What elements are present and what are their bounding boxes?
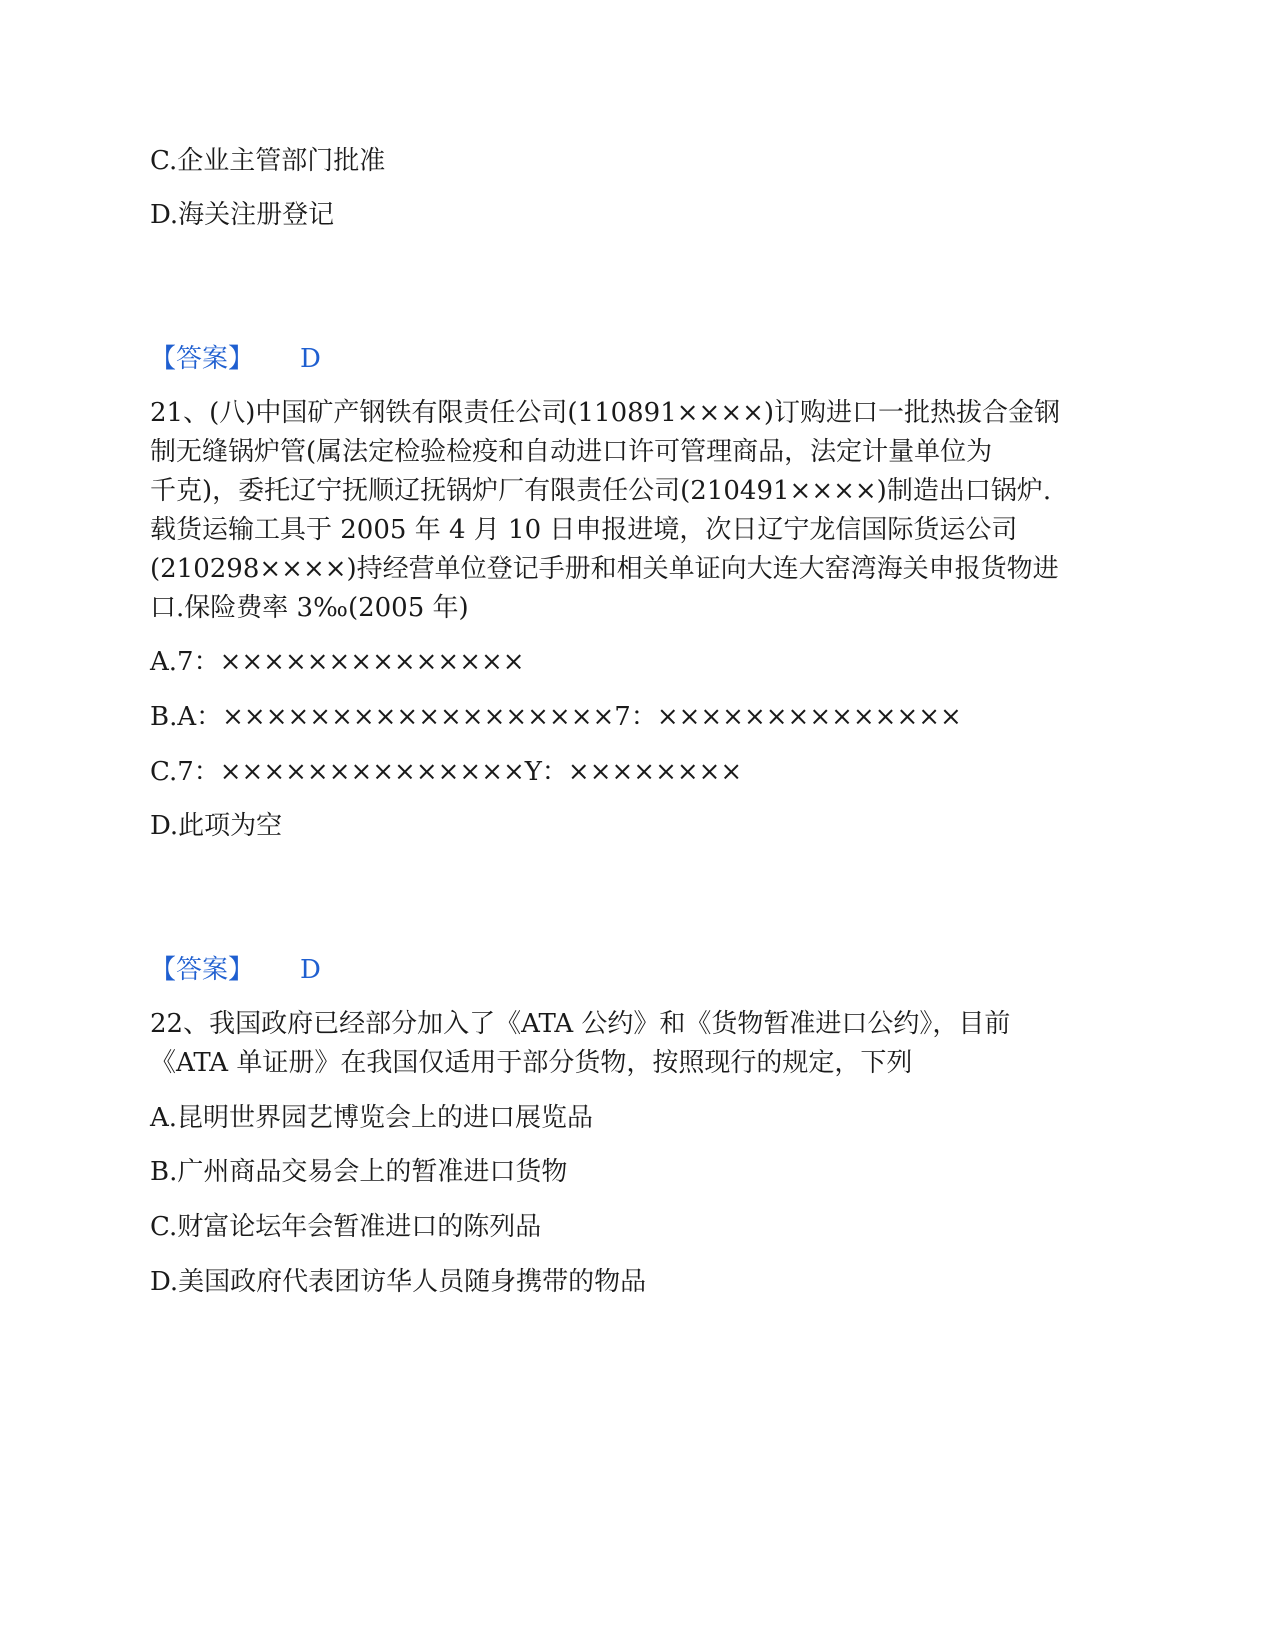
prev-option-d: D.海关注册登记	[150, 200, 335, 230]
prev-answer	[150, 344, 321, 374]
question-22-stem	[150, 1005, 1125, 1083]
question-22-option-b: B.广州商品交易会上的暂准进口货物	[150, 1157, 568, 1187]
question-21-option-b: B.A：××××××××××××××××××7：××××××××××××××	[150, 702, 962, 732]
question-21-option-a: A.7：××××××××××××××	[150, 647, 525, 677]
question-21-line: 千克)，委托辽宁抚顺辽抚锅炉厂有限责任公司(210491××××)制造出口锅炉.	[150, 476, 1052, 506]
question-21-line: 口.保险费率 3‰(2005 年)	[150, 593, 469, 623]
question-22-line: 《ATA 单证册》在我国仅适用于部分货物，按照现行的规定，下列	[150, 1048, 913, 1078]
question-21-option-d: D.此项为空	[150, 811, 283, 841]
question-21-option-c: C.7：××××××××××××××Y：××××××××	[150, 757, 743, 787]
question-22-option-c: C.财富论坛年会暂准进口的陈列品	[150, 1212, 542, 1242]
question-21-answer	[150, 955, 321, 985]
question-21-line: 制无缝锅炉管(属法定检验检疫和自动进口许可管理商品，法定计量单位为	[150, 437, 993, 467]
question-22-line: 22、我国政府已经部分加入了《ATA 公约》和《货物暂准进口公约》，目前	[150, 1009, 1011, 1039]
answer-value: D	[300, 344, 321, 374]
question-22-option-a: A.昆明世界园艺博览会上的进口展览品	[150, 1103, 594, 1133]
question-21-line: 载货运输工具于 2005 年 4 月 10 日申报进境，次日辽宁龙信国际货运公司	[150, 515, 1018, 545]
answer-value: D	[300, 955, 321, 985]
question-21-line: (210298××××)持经营单位登记手册和相关单证向大连大窑湾海关申报货物进	[150, 554, 1059, 584]
answer-label: 【答案】	[150, 344, 255, 374]
prev-option-c: C.企业主管部门批准	[150, 146, 386, 176]
answer-label: 【答案】	[150, 955, 255, 985]
question-22-option-d: D.美国政府代表团访华人员随身携带的物品	[150, 1267, 647, 1297]
question-21-line: 21、(八)中国矿产钢铁有限责任公司(110891××××)订购进口一批热拔合金钢	[150, 398, 1061, 428]
question-21-stem	[150, 394, 1125, 628]
